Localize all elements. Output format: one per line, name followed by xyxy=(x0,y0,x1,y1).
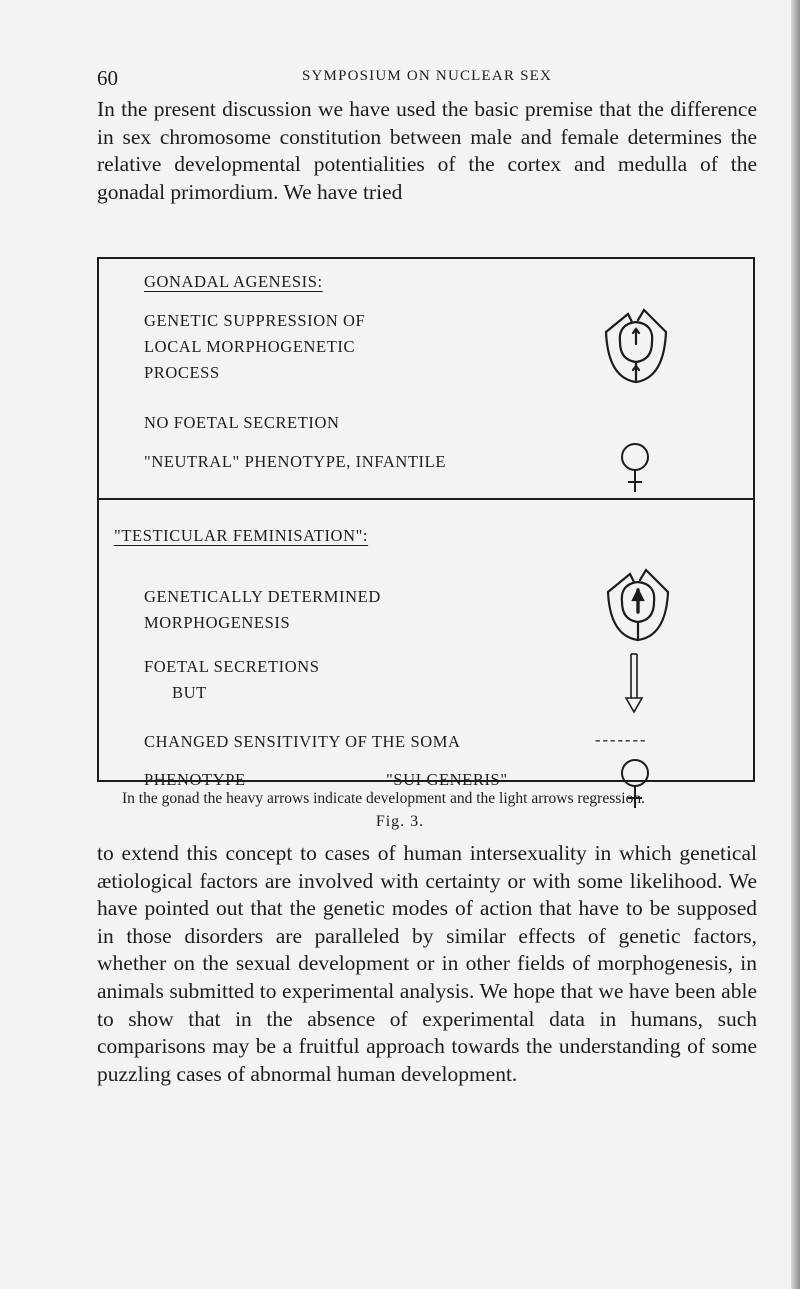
page-edge-shadow xyxy=(791,0,800,1289)
panel-text-block xyxy=(144,308,365,386)
panel-line: PHENOTYPE xyxy=(144,770,246,789)
panel-line: GENETICALLY DETERMINED xyxy=(144,587,381,606)
panel-heading: GONADAL AGENESIS: xyxy=(144,272,323,291)
panel-line: CHANGED SENSITIVITY OF THE SOMA xyxy=(144,732,461,751)
panel-line: FOETAL SECRETIONS xyxy=(144,657,320,676)
panel-line: "SUI GENERIS" xyxy=(386,770,508,789)
dashed-line: ------- xyxy=(595,730,648,749)
panel-text-block xyxy=(144,584,381,636)
panel-heading: "TESTICULAR FEMINISATION": xyxy=(114,526,369,545)
panel-line: PROCESS xyxy=(144,363,220,382)
panel-line: NO FOETAL SECRETION xyxy=(144,413,340,432)
running-head xyxy=(97,66,757,92)
gonad-regression-icon xyxy=(602,300,670,390)
female-symbol-icon xyxy=(618,440,652,494)
panel-line: MORPHOGENESIS xyxy=(144,613,291,632)
panel-line: GENETIC SUPPRESSION OF xyxy=(144,311,366,330)
panel-line: LOCAL MORPHOGENETIC xyxy=(144,337,356,356)
body-paragraph-top: In the present discussion we have used the basic premise that the difference in sex chromosome constitution between male and female determines the relative developmental potentialities of the cortex and medulla of the gonadal primordium. We have tried xyxy=(97,97,757,204)
figure-caption: In the gonad the heavy arrows indicate development and the light arrows regression. xyxy=(122,790,645,807)
panel-line: BUT xyxy=(172,683,207,702)
figure-label: Fig. 3. xyxy=(375,813,425,830)
figure-divider xyxy=(97,498,755,500)
panel-text-block xyxy=(144,654,320,706)
secretion-arrow-icon xyxy=(622,652,646,716)
panel-line: "NEUTRAL" PHENOTYPE, INFANTILE xyxy=(144,452,447,471)
gonad-development-icon xyxy=(604,562,672,646)
running-title: SYMPOSIUM ON NUCLEAR SEX xyxy=(301,68,553,84)
body-paragraph-bottom: to extend this concept to cases of human intersexuality in which genetical ætiological factors are involved with certainty or with some likelihood. We have pointed out that the genetic modes of action that have to be supposed in those disorders are paralleled by similar effects of genetic factors, whether on the sexual development or in other fields of morphogenesis, in animals submitted to experimental analysis. We hope that we have been able to show that in the absence of experimental data in humans, such comparisons may be a fruitful approach towards the understanding of some puzzling cases of abnormal human development. xyxy=(97,841,757,1086)
page-number: 60 xyxy=(97,66,118,90)
